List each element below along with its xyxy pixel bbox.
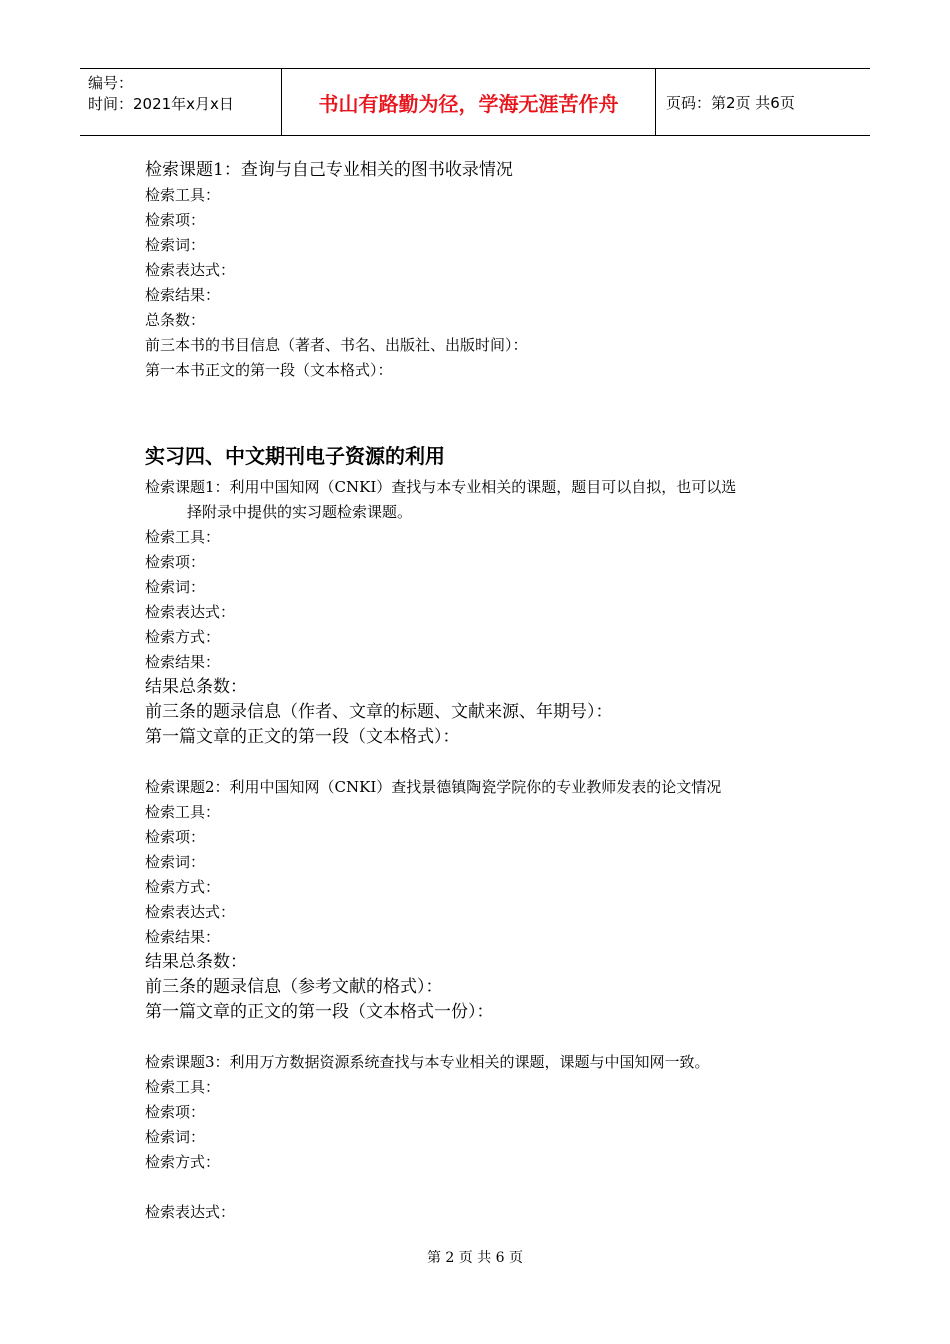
spacer (145, 750, 835, 775)
field-line: 检索工具： (145, 186, 221, 204)
field-line: 检索方式： (145, 1153, 221, 1171)
field-line: 检索结果： (145, 928, 221, 946)
field-line: 检索项： (145, 211, 206, 229)
field-line: 检索词： (145, 578, 206, 596)
page-header (80, 68, 870, 136)
field-line: 检索表达式： (145, 903, 236, 921)
field-line: 检索结果： (145, 653, 221, 671)
topic-heading: 检索课题1：查询与自己专业相关的图书收录情况 (145, 160, 513, 180)
field-line: 第一篇文章的正文的第一段（文本格式）： (145, 727, 460, 747)
field-line: 结果总条数： (145, 677, 247, 697)
document-body (145, 158, 835, 1225)
field-line: 检索词： (145, 1128, 206, 1146)
field-line: 检索项： (145, 1103, 206, 1121)
topic-heading: 检索课题1：利用中国知网（CNKI）查找与本专业相关的课题，题目可以自拟，也可以选 (145, 478, 737, 496)
field-line: 检索方式： (145, 628, 221, 646)
page-footer: 第 2 页 共 6 页 (426, 1250, 524, 1266)
field-line: 总条数： (145, 311, 206, 329)
section3-topic1 (145, 158, 835, 383)
field-line: 检索工具： (145, 528, 221, 546)
time-label: 时间：2021年x月x日 (88, 95, 234, 113)
field-line: 检索项： (145, 828, 206, 846)
field-line: 前三本书的书目信息（著者、书名、出版社、出版时间）： (145, 336, 528, 354)
section4-topic1 (145, 475, 835, 750)
header-meta-cell (80, 69, 282, 135)
topic-heading-continued: 择附录中提供的实习题检索课题。 (187, 503, 413, 521)
header-motto: 书山有路勤为径，学海无涯苦作舟 (282, 69, 656, 135)
section4-topic3 (145, 1050, 835, 1225)
field-line: 检索方式： (145, 878, 221, 896)
spacer (145, 1025, 835, 1050)
section4-topic2 (145, 775, 835, 1025)
field-line: 第一本书正文的第一段（文本格式）： (145, 361, 393, 379)
section-title: 实习四、中文期刊电子资源的利用 (145, 444, 445, 468)
field-line: 检索项： (145, 553, 206, 571)
header-page-info: 页码：第2页 共6页 (666, 93, 795, 112)
field-line: 检索工具： (145, 1078, 221, 1096)
field-line: 检索词： (145, 853, 206, 871)
field-line: 检索词： (145, 236, 206, 254)
field-line: 前三条的题录信息（作者、文章的标题、文献来源、年期号）： (145, 702, 613, 722)
field-line: 第一篇文章的正文的第一段（文本格式一份）： (145, 1002, 494, 1022)
field-line: 前三条的题录信息（参考文献的格式）： (145, 977, 443, 997)
field-line: 结果总条数： (145, 952, 247, 972)
field-line: 检索表达式： (145, 603, 236, 621)
spacer (145, 1175, 835, 1200)
field-line: 检索表达式： (145, 261, 236, 279)
field-line: 检索工具： (145, 803, 221, 821)
topic-heading: 检索课题3：利用万方数据资源系统查找与本专业相关的课题，课题与中国知网一致。 (145, 1053, 710, 1071)
topic-heading: 检索课题2：利用中国知网（CNKI）查找景德镇陶瓷学院你的专业教师发表的论文情况 (145, 778, 722, 796)
field-line: 检索表达式： (145, 1203, 236, 1221)
number-label: 编号： (88, 74, 134, 92)
field-line: 检索结果： (145, 286, 221, 304)
